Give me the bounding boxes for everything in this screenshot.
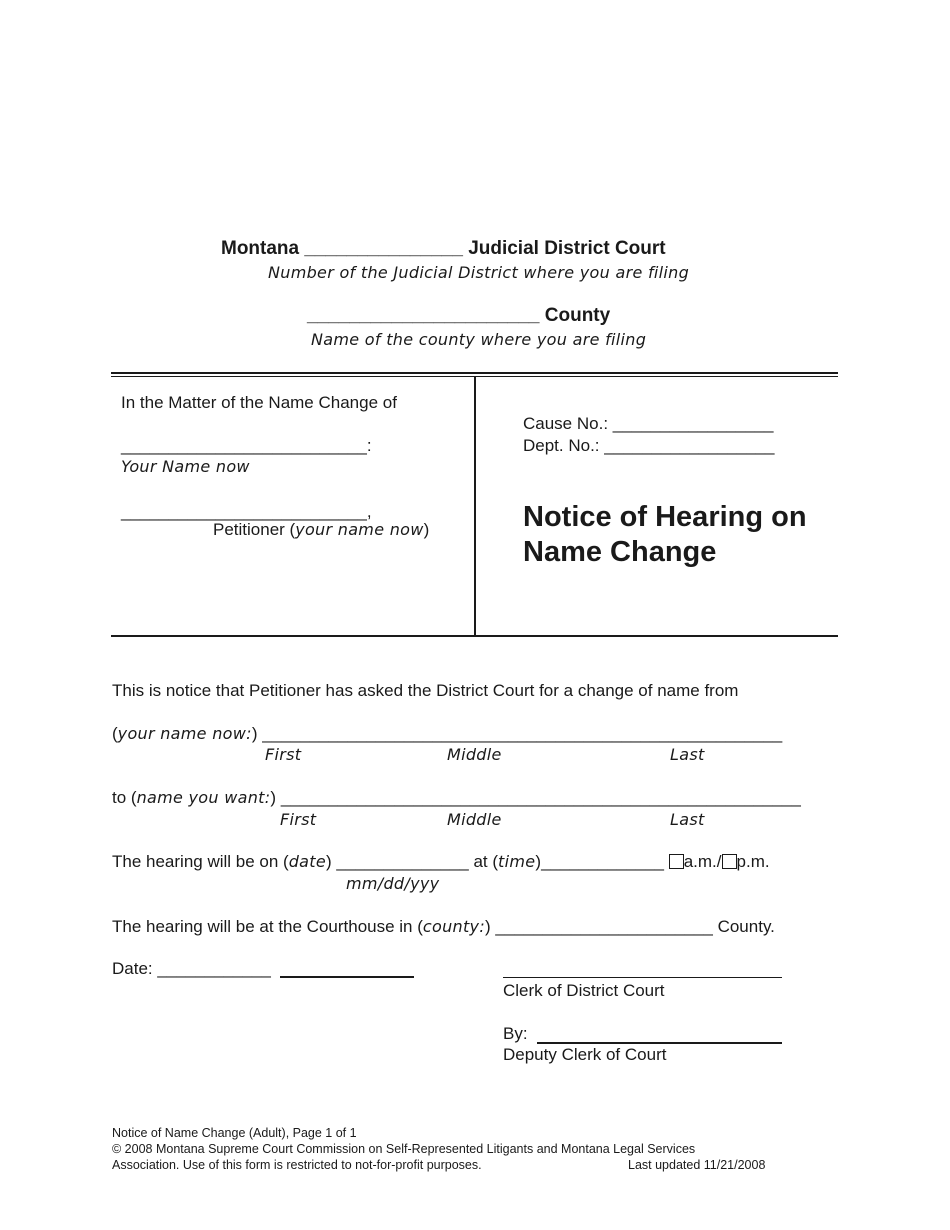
intro-text: This is notice that Petitioner has asked the District Court for a change of name from [112, 681, 739, 700]
footer-page-info: Notice of Name Change (Adult), Page 1 of 1 [112, 1126, 357, 1140]
caption-divider [474, 376, 476, 637]
courthouse-prefix: The hearing will be at the Courthouse in ( [112, 917, 423, 936]
hearing-time-field[interactable]: )_____________ [535, 852, 664, 871]
county-name-field[interactable]: ______________________ [307, 305, 540, 326]
from-first-label: First [265, 745, 302, 764]
courthouse-row [112, 917, 775, 937]
to-prefix: to ( [112, 788, 137, 807]
courthouse-county-hint: county: [422, 917, 486, 936]
to-last-label: Last [670, 810, 705, 829]
petitioner-label-close: ) [423, 520, 430, 539]
from-close: ) [251, 724, 258, 743]
to-middle-label: Middle [447, 810, 502, 829]
hearing-date-field[interactable]: ) ______________ at ( [326, 852, 499, 871]
footer-copyright: © 2008 Montana Supreme Court Commission on Self-Represented Litigants and Montana Legal Services [112, 1142, 696, 1156]
title-line-2: Name Change [523, 536, 717, 568]
petitioner-label-text: Petitioner ( [213, 520, 296, 539]
current-name-hint: Your Name now [121, 457, 250, 476]
petitioner-hint: your name now [295, 520, 424, 539]
from-open: ( [112, 724, 118, 743]
district-hint: Number of the Judicial District where you are filing [268, 263, 690, 282]
to-first-label: First [280, 810, 317, 829]
courthouse-county-field[interactable]: ) _______________________ County. [485, 917, 775, 936]
from-name-row [112, 724, 782, 744]
title-line-1: Notice of Hearing on [523, 501, 807, 533]
to-close: ) [270, 788, 277, 807]
county-label: County [544, 305, 611, 326]
clerk-label: Clerk of District Court [503, 981, 665, 1000]
to-hint: name you want: [136, 788, 271, 807]
from-middle-label: Middle [447, 745, 502, 764]
date-signed-line [280, 976, 414, 978]
hearing-prefix: The hearing will be on ( [112, 852, 289, 871]
clerk-signature-line[interactable] [503, 977, 782, 978]
district-number-field[interactable]: _______________ [304, 238, 463, 259]
matter-label: In the Matter of the Name Change of [121, 393, 397, 412]
footer-usage: Association. Use of this form is restricted to not-for-profit purposes. [112, 1158, 482, 1172]
document-title [523, 500, 807, 570]
am-label: a.m./ [683, 852, 722, 871]
to-name-row [112, 788, 801, 808]
footer-updated: Last updated 11/21/2008 [628, 1158, 766, 1172]
date-signed-field[interactable]: Date: ____________ [112, 959, 271, 978]
from-hint: your name now: [117, 724, 252, 743]
court-heading [221, 238, 666, 260]
date-hint: date [288, 852, 326, 871]
am-checkbox[interactable] [669, 854, 684, 869]
current-name-field[interactable]: __________________________: [121, 436, 372, 455]
pm-label: p.m. [736, 852, 770, 871]
court-suffix: Judicial District Court [468, 238, 666, 259]
deputy-signature-line[interactable] [537, 1042, 782, 1044]
hearing-row [112, 852, 770, 872]
cause-number-field[interactable]: Cause No.: _________________ [523, 414, 774, 433]
to-name-field[interactable]: _______________________________________________________ [280, 788, 801, 807]
county-heading [307, 305, 610, 327]
deputy-label: Deputy Clerk of Court [503, 1045, 667, 1064]
caption-bottom-rule [111, 635, 838, 637]
date-format-hint: mm/dd/yyy [346, 874, 440, 893]
pm-checkbox[interactable] [722, 854, 737, 869]
caption-top-rule [111, 372, 838, 374]
from-last-label: Last [670, 745, 705, 764]
petitioner-label [213, 520, 429, 540]
state-name: Montana [221, 238, 300, 259]
dept-number-field[interactable]: Dept. No.: __________________ [523, 436, 775, 455]
from-name-field[interactable]: _______________________________________________________ [262, 724, 783, 743]
by-label: By: [503, 1024, 528, 1043]
county-hint: Name of the county where you are filing [311, 330, 647, 349]
petitioner-name-field[interactable]: __________________________, [121, 502, 372, 521]
time-hint: time [498, 852, 536, 871]
